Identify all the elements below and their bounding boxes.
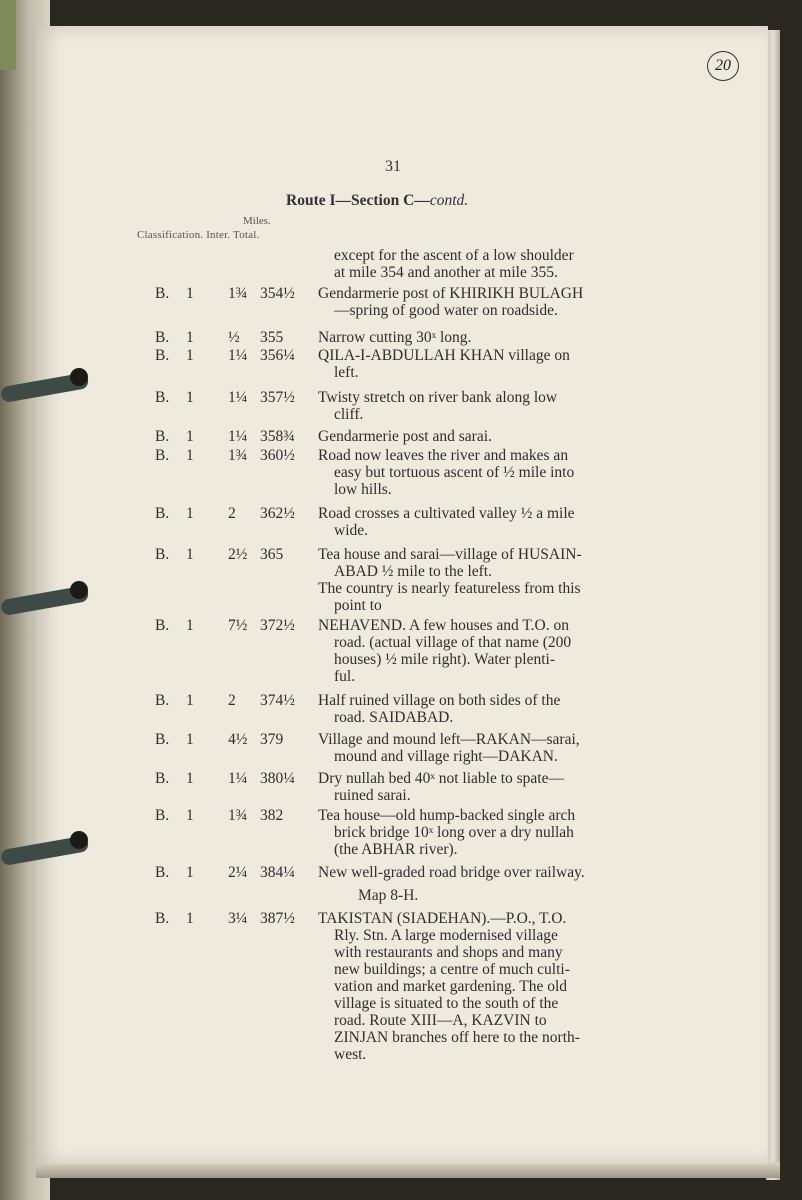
column-header: Classification. Inter. Total. [137, 229, 260, 241]
classification-letter: B. [155, 347, 170, 364]
description-line: Gendarmerie post and sarai. [318, 428, 492, 445]
entry-description [318, 692, 658, 726]
description-line: road. (actual village of that name (200 [334, 634, 572, 651]
classification-number: 1 [186, 731, 194, 748]
inter-miles: 2½ [228, 546, 248, 563]
inter-miles: 1¾ [228, 285, 248, 302]
entry-description [318, 770, 658, 804]
total-miles: 356¼ [260, 347, 295, 364]
total-miles: 355 [260, 329, 284, 346]
inter-miles: 1¼ [228, 347, 248, 364]
inter-miles: ½ [228, 329, 240, 346]
description-line: road. SAIDABAD. [334, 709, 454, 726]
description-line: west. [334, 1046, 367, 1063]
entry-description [318, 389, 658, 423]
inter-miles: 1¼ [228, 770, 248, 787]
description-line: QILA-I-ABDULLAH KHAN village on [318, 347, 570, 364]
binding-hole [70, 831, 88, 849]
description-line: easy but tortuous ascent of ½ mile into [334, 464, 575, 481]
description-line: Rly. Stn. A large modernised village [334, 927, 558, 944]
route-title-contd: contd. [429, 192, 469, 209]
entry-description [318, 428, 658, 445]
classification-letter: B. [155, 617, 170, 634]
classification-letter: B. [155, 505, 170, 522]
description-line: ful. [334, 668, 356, 685]
entry-description [318, 285, 658, 319]
inter-miles: 2 [228, 692, 236, 709]
total-miles: 382 [260, 807, 284, 824]
classification-number: 1 [186, 864, 194, 881]
classification-letter: B. [155, 770, 170, 787]
classification-letter: B. [155, 546, 170, 563]
route-title-main: Route I—Section C— [286, 192, 430, 209]
total-miles: 384¼ [260, 864, 295, 881]
description-line: Road now leaves the river and makes an [318, 447, 569, 464]
classification-number: 1 [186, 347, 194, 364]
classification-letter: B. [155, 329, 170, 346]
page-bottom-edge [36, 1162, 780, 1178]
entry-description [318, 347, 658, 381]
miles-header: Miles. [243, 215, 271, 227]
description-line: Twisty stretch on river bank along low [318, 389, 558, 406]
inter-miles: 2 [228, 505, 236, 522]
page-number: 31 [385, 158, 401, 175]
inter-miles: 1¼ [228, 428, 248, 445]
entry-description [318, 580, 658, 614]
description-line: point to [334, 597, 382, 614]
description-line: —spring of good water on roadside. [334, 302, 558, 319]
description-line: at mile 354 and another at mile 355. [334, 264, 558, 281]
total-miles: 365 [260, 546, 284, 563]
description-line: low hills. [334, 481, 392, 498]
description-line: NEHAVEND. A few houses and T.O. on [318, 617, 569, 634]
total-miles: 387½ [260, 910, 295, 927]
inter-miles: 1¾ [228, 807, 248, 824]
description-line: with restaurants and shops and many [334, 944, 563, 961]
entry-description [318, 447, 658, 498]
description-line: village is situated to the south of the [334, 995, 559, 1012]
description-line: road. Route XIII—A, KAZVIN to [334, 1012, 547, 1029]
description-line: (the ABHAR river). [334, 841, 458, 858]
description-line: The country is nearly featureless from this [318, 580, 581, 597]
entry-description [318, 505, 658, 539]
entry-description [318, 910, 658, 1063]
classification-number: 1 [186, 329, 194, 346]
route-title [286, 192, 468, 210]
description-line: Dry nullah bed 40ˣ not liable to spate— [318, 770, 564, 787]
total-miles: 360½ [260, 447, 295, 464]
classification-number: 1 [186, 692, 194, 709]
classification-number: 1 [186, 807, 194, 824]
description-line: except for the ascent of a low shoulder [334, 247, 574, 264]
description-line: houses) ½ mile right). Water plenti- [334, 651, 556, 668]
inter-miles: 4½ [228, 731, 248, 748]
classification-letter: B. [155, 910, 170, 927]
description-line: Half ruined village on both sides of the [318, 692, 561, 709]
classification-number: 1 [186, 285, 194, 302]
classification-number: 1 [186, 505, 194, 522]
description-line: ABAD ½ mile to the left. [334, 563, 492, 580]
entry-description [318, 807, 658, 858]
classification-number: 1 [186, 770, 194, 787]
description-line: new buildings; a centre of much culti- [334, 961, 570, 978]
description-line: ruined sarai. [334, 787, 411, 804]
classification-letter: B. [155, 447, 170, 464]
classification-letter: B. [155, 864, 170, 881]
classification-letter: B. [155, 692, 170, 709]
entry-description [318, 731, 658, 765]
classification-letter: B. [155, 428, 170, 445]
total-miles: 362½ [260, 505, 295, 522]
classification-letter: B. [155, 807, 170, 824]
folio-mark: 20 [707, 51, 739, 81]
inter-miles: 7½ [228, 617, 248, 634]
total-miles: 379 [260, 731, 284, 748]
total-miles: 354½ [260, 285, 295, 302]
classification-number: 1 [186, 428, 194, 445]
description-line: Tea house—old hump-backed single arch [318, 807, 576, 824]
inter-miles: 3¼ [228, 910, 248, 927]
description-line: cliff. [334, 406, 364, 423]
entry-description [318, 864, 658, 881]
classification-number: 1 [186, 617, 194, 634]
binding-tape [0, 0, 16, 70]
description-line: Road crosses a cultivated valley ½ a mile [318, 505, 575, 522]
total-miles: 380¼ [260, 770, 295, 787]
description-line: mound and village right—DAKAN. [334, 748, 558, 765]
description-line: wide. [334, 522, 369, 539]
description-line: left. [334, 364, 359, 381]
description-line: TAKISTAN (SIADEHAN).—P.O., T.O. [318, 910, 567, 927]
entry-description [318, 617, 658, 685]
classification-letter: B. [155, 389, 170, 406]
map-reference: Map 8-H. [358, 887, 419, 904]
description-line: Tea house and sarai—village of HUSAIN- [318, 546, 582, 563]
classification-number: 1 [186, 389, 194, 406]
description-line: New well-graded road bridge over railway. [318, 864, 585, 881]
classification-number: 1 [186, 910, 194, 927]
description-line: ZINJAN branches off here to the north- [334, 1029, 580, 1046]
total-miles: 374½ [260, 692, 295, 709]
inter-miles: 2¼ [228, 864, 248, 881]
page-stack-edge [766, 30, 780, 1180]
inter-miles: 1¾ [228, 447, 248, 464]
entry-description [318, 329, 658, 346]
description-line: Gendarmerie post of KHIRIKH BULAGH [318, 285, 584, 302]
description-line: vation and market gardening. The old [334, 978, 568, 995]
classification-number: 1 [186, 447, 194, 464]
binding-hole [70, 581, 88, 599]
inter-miles: 1¼ [228, 389, 248, 406]
total-miles: 357½ [260, 389, 295, 406]
description-line: Narrow cutting 30ˣ long. [318, 329, 472, 346]
total-miles: 372½ [260, 617, 295, 634]
classification-letter: B. [155, 285, 170, 302]
entry-description [318, 546, 658, 580]
entry-description [334, 247, 654, 281]
classification-letter: B. [155, 731, 170, 748]
description-line: Village and mound left—RAKAN—sarai, [318, 731, 580, 748]
total-miles: 358¾ [260, 428, 295, 445]
classification-number: 1 [186, 546, 194, 563]
description-line: brick bridge 10ˣ long over a dry nullah [334, 824, 574, 841]
binding-hole [70, 368, 88, 386]
